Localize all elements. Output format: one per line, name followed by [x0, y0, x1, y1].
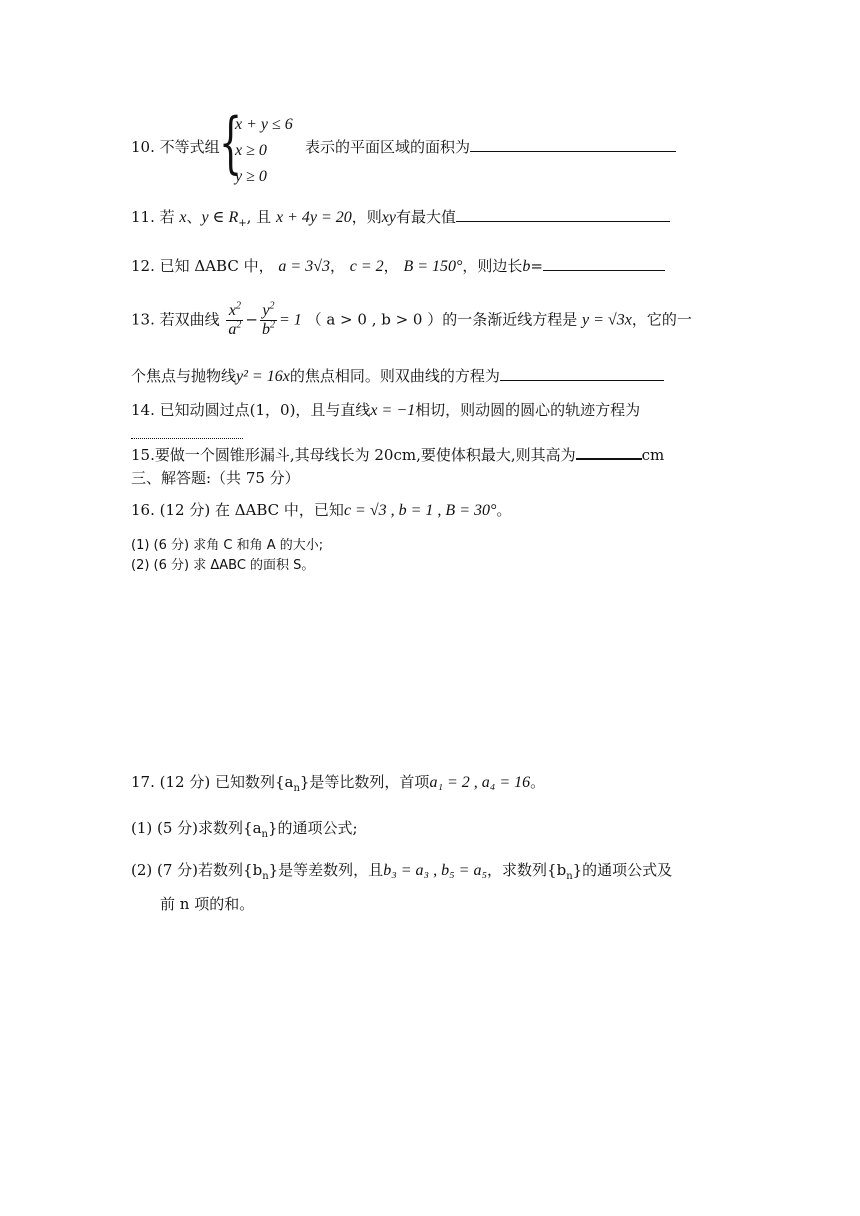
q12: 12. 已知 ΔABC 中， a = 3√3， c = 2， B = 150°，则边长b=	[131, 256, 665, 277]
q10-inequality-1: x + y ≤ 6	[235, 116, 293, 133]
q15: 15.要做一个圆锥形漏斗,其母线长为 20cm,要使体积最大,则其高为 cm	[131, 446, 665, 464]
section-3-heading: 三、解答题:（共 75 分）	[131, 469, 300, 487]
hyperbola-x-fraction: $\frac{x^2}{a^2}$	[228, 300, 242, 338]
q10-system	[235, 112, 293, 190]
q10-inequality-2: x ≥ 0	[235, 142, 267, 159]
q11: 11. 若 x、y ∈ $R_+$, 且 x + 4y = 20，则xy有最大值	[131, 207, 670, 228]
q16-head: 16. (12 分) 在 ΔABC 中，已知c = √3 , b = 1 , B = 30°。	[131, 501, 512, 519]
q11-answer-blank[interactable]	[456, 207, 670, 222]
q14-answer-blank[interactable]	[131, 424, 243, 439]
q10-prefix: 10. 不等式组	[131, 138, 220, 156]
q17-head: 17. (12 分) 已知数列$\{a_n\}$是等比数列，首项a₁ = 2 , a₄ = 16。	[131, 773, 546, 794]
q13-answer-blank[interactable]	[500, 366, 664, 381]
q10-answer-blank[interactable]	[470, 137, 676, 152]
q10-suffix: 表示的平面区域的面积为	[305, 137, 676, 157]
q17-part2-continued: 前 n 项的和。	[160, 895, 255, 913]
q10-inequality-3: y ≥ 0	[235, 168, 267, 185]
q14: 14. 已知动圆过点(1，0)，且与直线x = −1相切，则动圆的圆心的轨迹方程为	[131, 401, 641, 419]
left-brace-symbol: {	[219, 104, 243, 181]
q13-line2: 个焦点与抛物线y² = 16x的焦点相同。则双曲线的方程为	[131, 366, 664, 387]
hyperbola-y-fraction: $\frac{y^2}{b^2}$	[261, 300, 275, 338]
q13-line1: 13. 若双曲线 $\frac{x^2}{a^2}$ − $\frac{y^2}{b^2}$ = 1 （ a > 0 , b > 0 ）的一条渐近线方程是 y = √3x，它的一	[131, 300, 692, 338]
q16-part2: (2) (6 分) 求 ΔABC 的面积 S。	[131, 558, 315, 573]
q17-part2: (2) (7 分)若数列$\{b_n\}$是等差数列，且b₃ = a₃ , b₅ = a₅，求数列$\{b_n\}$的通项公式及	[131, 861, 673, 882]
q16-part1: (1) (6 分) 求角 C 和角 A 的大小;	[131, 538, 324, 553]
q14-answer	[131, 424, 243, 444]
q15-answer-blank[interactable]	[576, 444, 642, 460]
q12-answer-blank[interactable]	[543, 256, 665, 271]
q17-part1: (1) (5 分)求数列$\{a_n\}$的通项公式;	[131, 819, 358, 840]
